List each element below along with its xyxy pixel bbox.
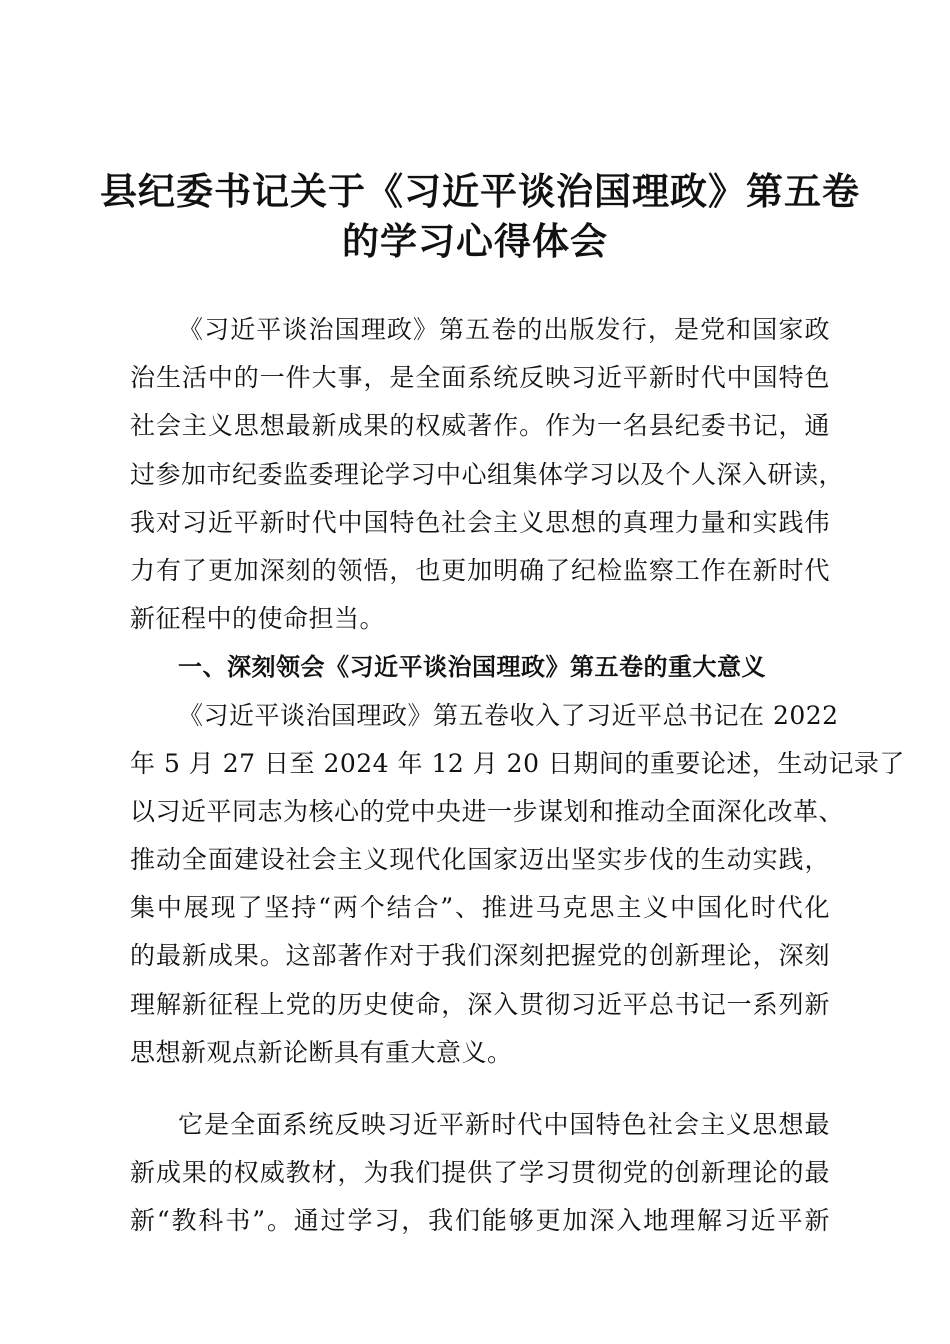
- document-body: [130, 306, 905, 1246]
- paragraph-line: 《习近平谈治国理政》第五卷的出版发行，是党和国家政: [178, 315, 830, 344]
- intro-paragraph: [130, 306, 845, 643]
- paragraph-line: 它是全面系统反映习近平新时代中国特色社会主义思想最: [178, 1110, 830, 1139]
- paragraph-line: 新征程中的使命担当。: [130, 604, 386, 634]
- paragraph-line: 力有了更加深刻的领悟，也更加明确了纪检监察工作在新时代: [130, 555, 830, 585]
- significance-paragraph: [130, 692, 905, 1078]
- textbook-paragraph: [130, 1101, 830, 1246]
- paragraph-line: 推动全面建设社会主义现代化国家迈出坚实步伐的生动实践，: [130, 845, 830, 875]
- paragraph-line: 治生活中的一件大事，是全面系统反映习近平新时代中国特色: [130, 363, 830, 393]
- paragraph-line: 《习近平谈治国理政》第五卷收入了习近平总书记在 2022: [178, 700, 839, 730]
- paragraph-line: 社会主义思想最新成果的权威著作。作为一名县纪委书记，通: [130, 411, 830, 441]
- paragraph-line: 过参加市纪委监委理论学习中心组集体学习以及个人深入研读，: [130, 459, 845, 489]
- paragraph-line: 的最新成果。这部著作对于我们深刻把握党的创新理论，深刻: [130, 941, 830, 971]
- document-title-line-2: 的学习心得体会: [342, 219, 608, 263]
- section-heading-1: 一、深刻领会《习近平谈治国理政》第五卷的重大意义: [178, 653, 766, 682]
- paragraph-line: 思想新观点新论断具有重大意义。: [130, 1037, 513, 1067]
- paragraph-line: 新“教科书”。通过学习，我们能够更加深入地理解习近平新: [130, 1206, 830, 1236]
- paragraph-gap: [130, 1077, 830, 1101]
- document-title-line-1: 县纪委书记关于《习近平谈治国理政》第五卷: [100, 169, 860, 213]
- paragraph-line: 我对习近平新时代中国特色社会主义思想的真理力量和实践伟: [130, 507, 830, 537]
- paragraph-line: 以习近平同志为核心的党中央进一步谋划和推动全面深化改革、: [130, 796, 845, 826]
- paragraph-line: 新成果的权威教材，为我们提供了学习贯彻党的创新理论的最: [130, 1158, 830, 1188]
- paragraph-line: 年 5 月 27 日至 2024 年 12 月 20 日期间的重要论述，生动记录了: [130, 748, 905, 778]
- paragraph-line: 集中展现了坚持“两个结合”、推进马克思主义中国化时代化: [130, 893, 830, 923]
- paragraph-line: 理解新征程上党的历史使命，深入贯彻习近平总书记一系列新: [130, 989, 830, 1019]
